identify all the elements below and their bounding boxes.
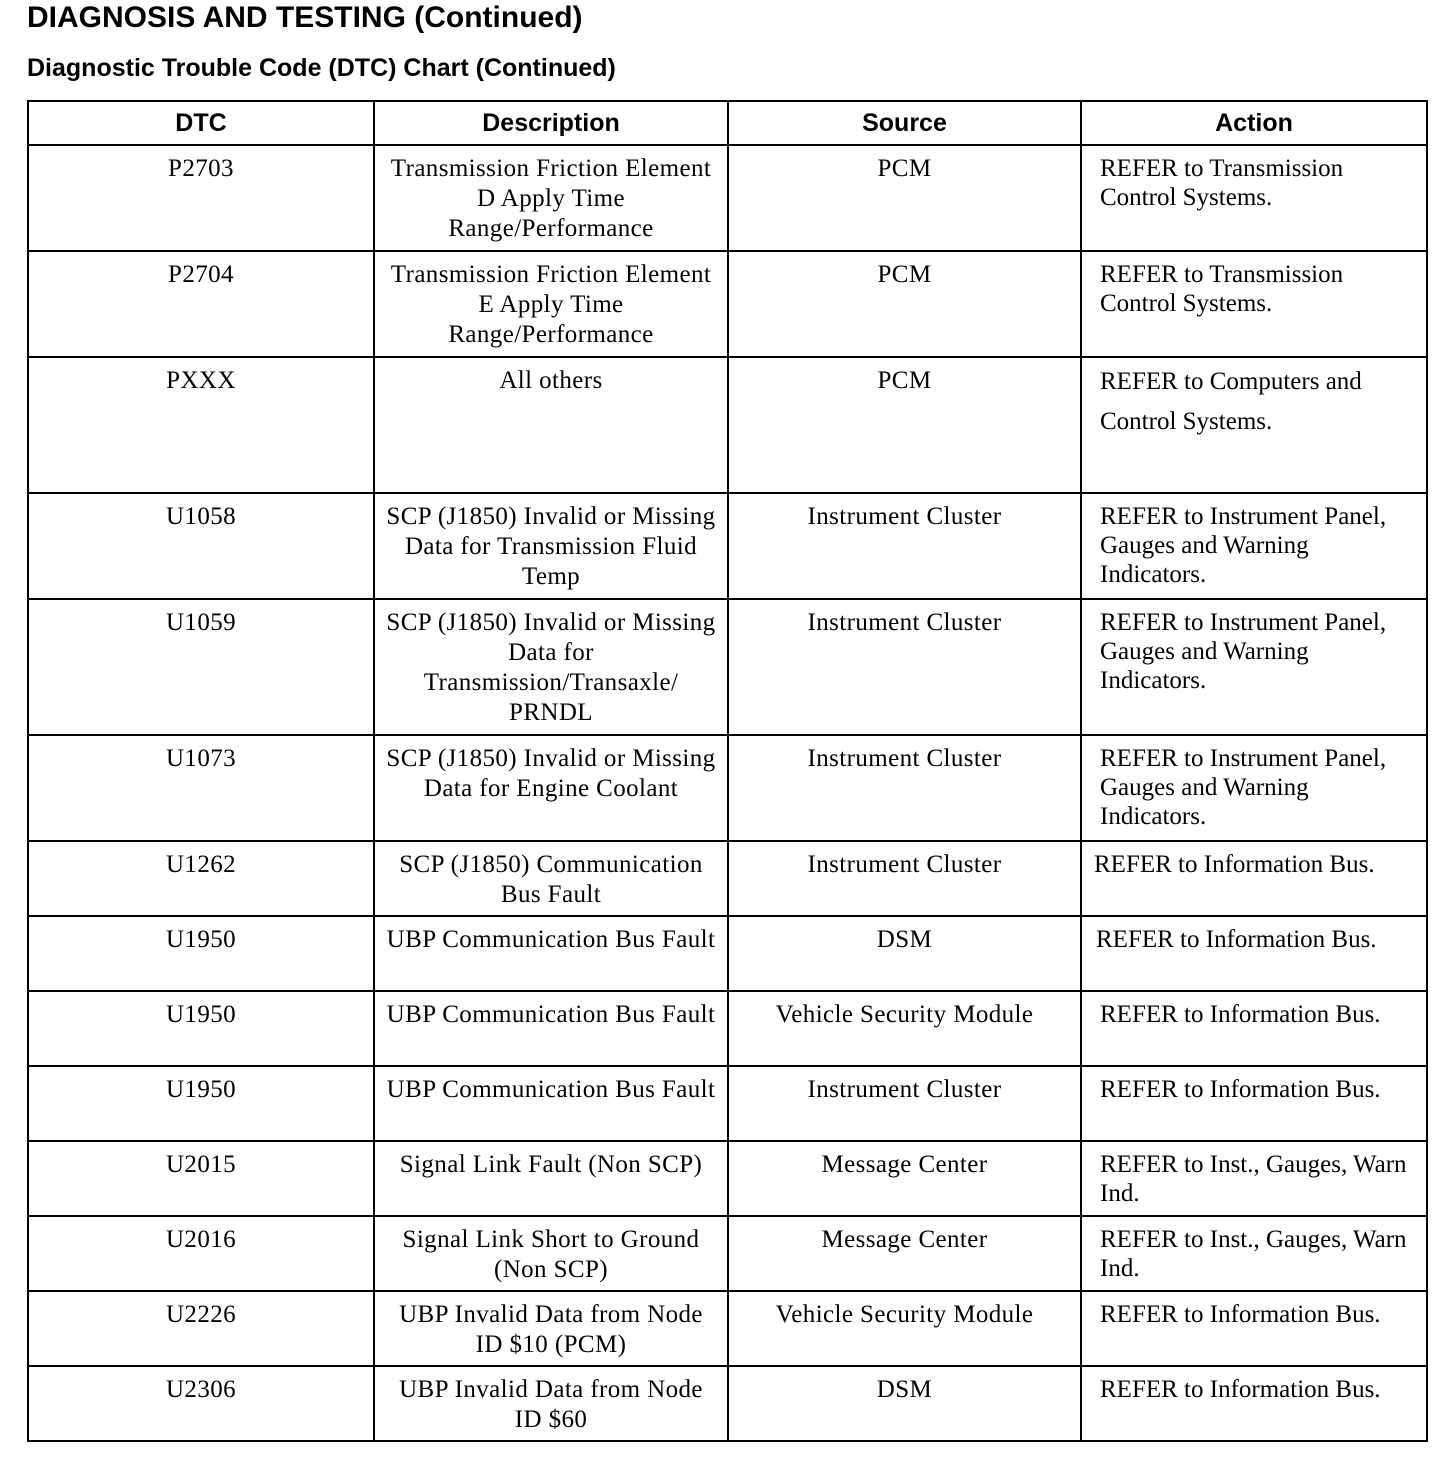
source-cell: PCM	[728, 145, 1081, 251]
table-row	[28, 1066, 1427, 1141]
description-cell: Signal Link Fault (Non SCP)	[374, 1141, 728, 1216]
source-cell: Message Center	[728, 1141, 1081, 1216]
description-cell: UBP Invalid Data from Node ID $10 (PCM)	[374, 1291, 728, 1366]
source-cell: Instrument Cluster	[728, 493, 1081, 599]
dtc-chart-table	[27, 100, 1428, 1442]
dtc-cell: U2016	[28, 1216, 374, 1291]
table-header-row	[28, 101, 1427, 145]
source-cell: DSM	[728, 916, 1081, 991]
action-cell: REFER to Inst., Gauges, Warn Ind.	[1081, 1141, 1427, 1216]
table-row	[28, 145, 1427, 251]
source-cell: DSM	[728, 1366, 1081, 1441]
action-cell: REFER to Information Bus.	[1081, 916, 1427, 991]
source-cell: Instrument Cluster	[728, 841, 1081, 916]
dtc-cell: U1059	[28, 599, 374, 735]
column-header-source: Source	[728, 101, 1081, 145]
dtc-cell: U2015	[28, 1141, 374, 1216]
source-cell: PCM	[728, 251, 1081, 357]
table-row	[28, 841, 1427, 916]
action-cell: REFER to Transmission Control Systems.	[1081, 145, 1427, 251]
table-row	[28, 251, 1427, 357]
table-row	[28, 1366, 1427, 1441]
action-cell: REFER to Inst., Gauges, Warn Ind.	[1081, 1216, 1427, 1291]
description-cell: SCP (J1850) Invalid or Missing Data for Transmission Fluid Temp	[374, 493, 728, 599]
dtc-cell: U1073	[28, 735, 374, 841]
source-cell: Instrument Cluster	[728, 599, 1081, 735]
table-row	[28, 735, 1427, 841]
description-cell: Transmission Friction Element D Apply Time Range/Performance	[374, 145, 728, 251]
chart-title: Diagnostic Trouble Code (DTC) Chart (Continued)	[27, 54, 616, 82]
dtc-cell: U1950	[28, 916, 374, 991]
dtc-cell: U1950	[28, 991, 374, 1066]
action-cell: REFER to Information Bus.	[1081, 841, 1427, 916]
source-cell: Instrument Cluster	[728, 1066, 1081, 1141]
dtc-cell: U2226	[28, 1291, 374, 1366]
description-cell: Transmission Friction Element E Apply Time Range/Performance	[374, 251, 728, 357]
table-row	[28, 916, 1427, 991]
action-cell: REFER to Information Bus.	[1081, 1366, 1427, 1441]
description-cell: SCP (J1850) Communication Bus Fault	[374, 841, 728, 916]
table-row	[28, 991, 1427, 1066]
action-cell: REFER to Transmission Control Systems.	[1081, 251, 1427, 357]
source-cell: Instrument Cluster	[728, 735, 1081, 841]
action-cell: REFER to Information Bus.	[1081, 1291, 1427, 1366]
source-cell: Message Center	[728, 1216, 1081, 1291]
action-cell: REFER to Instrument Panel, Gauges and Warning Indicators.	[1081, 493, 1427, 599]
action-cell: REFER to Instrument Panel, Gauges and Warning Indicators.	[1081, 599, 1427, 735]
description-cell: All others	[374, 357, 728, 493]
action-cell: REFER to Instrument Panel, Gauges and Warning Indicators.	[1081, 735, 1427, 841]
table-row	[28, 599, 1427, 735]
column-header-description: Description	[374, 101, 728, 145]
action-cell: REFER to Computers and Control Systems.	[1081, 357, 1427, 493]
description-cell: UBP Communication Bus Fault	[374, 1066, 728, 1141]
table-row	[28, 357, 1427, 493]
dtc-cell: U2306	[28, 1366, 374, 1441]
dtc-cell: P2704	[28, 251, 374, 357]
table-row	[28, 1216, 1427, 1291]
description-cell: SCP (J1850) Invalid or Missing Data for Transmission/Transaxle/ PRNDL	[374, 599, 728, 735]
source-cell: Vehicle Security Module	[728, 991, 1081, 1066]
dtc-cell: U1950	[28, 1066, 374, 1141]
page-title: DIAGNOSIS AND TESTING (Continued)	[27, 1, 583, 34]
table-row	[28, 493, 1427, 599]
dtc-cell: P2703	[28, 145, 374, 251]
dtc-cell: U1058	[28, 493, 374, 599]
action-cell: REFER to Information Bus.	[1081, 991, 1427, 1066]
table-row	[28, 1141, 1427, 1216]
column-header-dtc: DTC	[28, 101, 374, 145]
description-cell: UBP Invalid Data from Node ID $60	[374, 1366, 728, 1441]
description-cell: UBP Communication Bus Fault	[374, 916, 728, 991]
dtc-cell: U1262	[28, 841, 374, 916]
action-cell: REFER to Information Bus.	[1081, 1066, 1427, 1141]
table-row	[28, 1291, 1427, 1366]
description-cell: UBP Communication Bus Fault	[374, 991, 728, 1066]
description-cell: SCP (J1850) Invalid or Missing Data for Engine Coolant	[374, 735, 728, 841]
dtc-cell: PXXX	[28, 357, 374, 493]
column-header-action: Action	[1081, 101, 1427, 145]
description-cell: Signal Link Short to Ground (Non SCP)	[374, 1216, 728, 1291]
source-cell: PCM	[728, 357, 1081, 493]
source-cell: Vehicle Security Module	[728, 1291, 1081, 1366]
